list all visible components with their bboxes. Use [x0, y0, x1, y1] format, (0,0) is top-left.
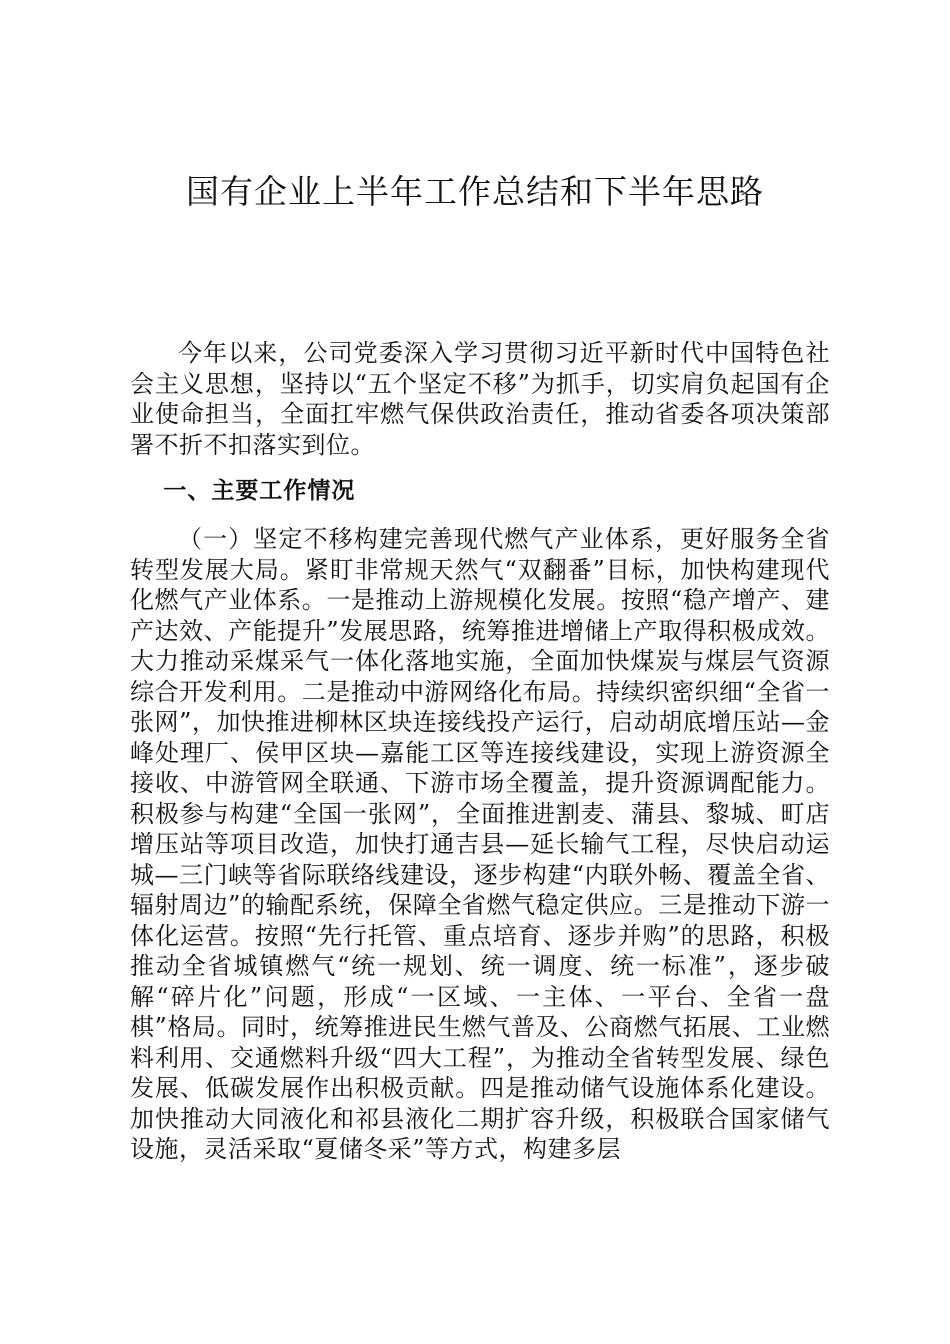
document-title: 国有企业上半年工作总结和下半年思路: [186, 172, 764, 211]
intro-paragraph: 今年以来，公司党委深入学习贯彻习近平新时代中国特色社会主义思想，坚持以“五个坚定不移”为抓手，切实肩负起国有企业使命担当，全面扛牢燃气保供政治责任，推动省委各项决策部署不折不扣落实到位。: [130, 339, 830, 459]
section-heading: 一、主要工作情况: [163, 478, 356, 504]
body-paragraph: （一）坚定不移构建完善现代燃气产业体系，更好服务全省转型发展大局。紧盯非常规天然气“双翻番”目标，加快构建现代化燃气产业体系。一是推动上游规模化发展。按照“稳产增产、建产达效、产能提升”发展思路，统筹推进增储上产取得积极成效。大力推动采煤采气一体化落地实施，全面加快煤炭与煤层气资源综合开发利用。二是推动中游网络化布局。持续织密织细“全省一张网”，加快推进柳林区块连接线投产运行，启动胡底增压站—金峰处理厂、侯甲区块—嘉能工区等连接线建设，实现上游资源全接收、中游管网全联通、下游市场全覆盖，提升资源调配能力。积极参与构建“全国一张网”，全面推进割麦、蒲县、黎城、町店增压站等项目改造，加快打通吉县—延长输气工程，尽快启动运城—三门峡等省际联络线建设，逐步构建“内联外畅、覆盖全省、辐射周边”的输配系统，保障全省燃气稳定供应。三是推动下游一体化运营。按照“先行托管、重点培育、逐步并购”的思路，积极推动全省城镇燃气“统一规划、统一调度、统一标准”，逐步破解“碎片化”问题，形成“一区域、一主体、一平台、全省一盘棋”格局。同时，统筹推进民生燃气普及、公商燃气拓展、工业燃料利用、交通燃料升级“四大工程”，为推动全省转型发展、绿色发展、低碳发展作出积极贡献。四是推动储气设施体系化建设。加快推动大同液化和祁县液化二期扩容升级，积极联合国家储气设施，灵活采取“夏储冬采”等方式，构建多层: [130, 525, 830, 1163]
